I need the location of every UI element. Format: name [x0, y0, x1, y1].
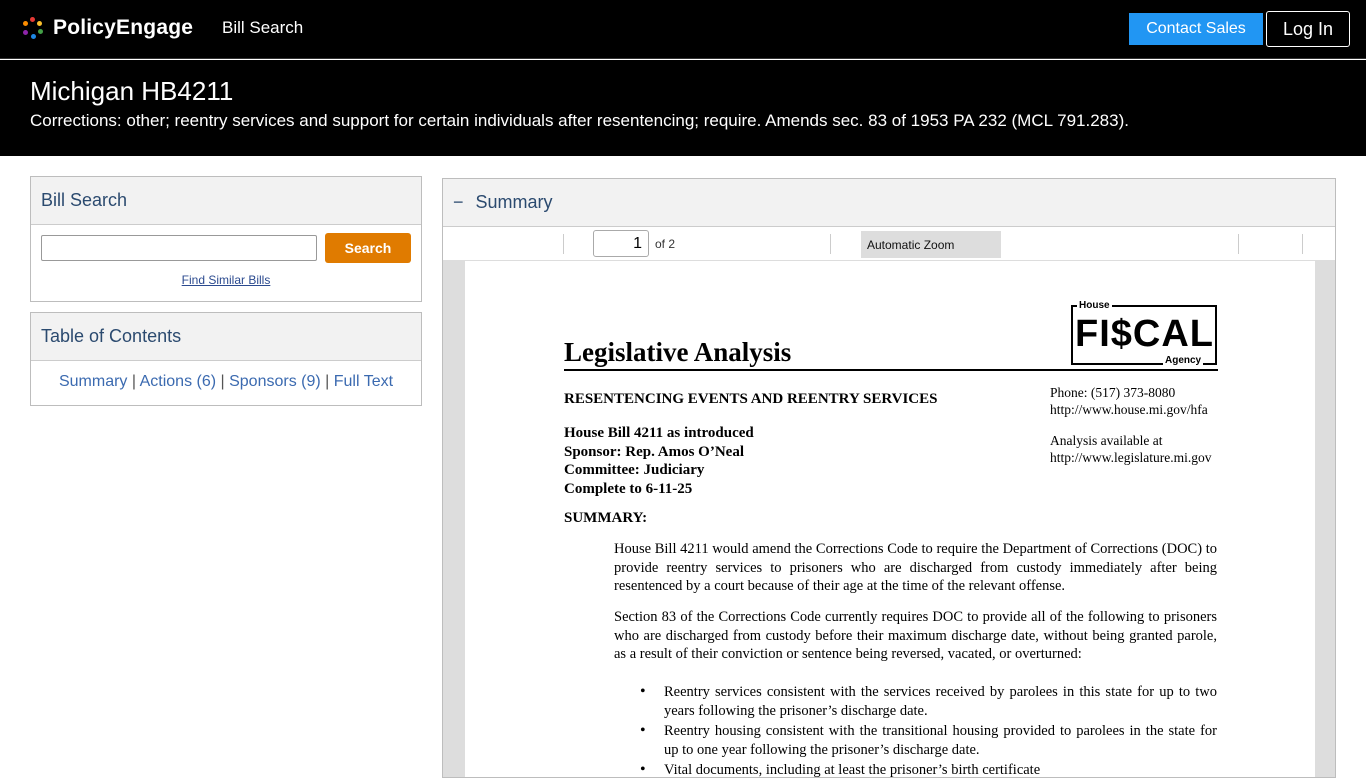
document-heading: RESENTENCING EVENTS AND REENTRY SERVICES	[564, 391, 938, 407]
brand-logo[interactable]	[22, 15, 193, 41]
toolbar-separator	[830, 234, 831, 254]
search-button[interactable]: Search	[325, 233, 411, 263]
collapse-icon[interactable]: −	[453, 192, 464, 212]
nav-link-bill-search[interactable]: Bill Search	[222, 18, 304, 37]
bill-info	[564, 424, 754, 498]
brand-name: PolicyEngage	[53, 16, 194, 39]
toc-link-actions[interactable]: Actions (6)	[139, 373, 217, 390]
toolbar-separator	[1302, 234, 1303, 254]
summary-panel-title: Summary	[475, 192, 553, 212]
toolbar-separator	[563, 234, 564, 254]
contact-info	[1050, 385, 1211, 466]
list-item: • Reentry housing consistent with the transitional housing provided to parolees in the state for up to one year following the prisoner’s discharge date.	[664, 722, 1217, 759]
page-number-input[interactable]	[593, 230, 649, 257]
list-item: • Vital documents, including at least the prisoner’s birth certificate	[664, 761, 1217, 778]
table-of-contents-panel	[30, 312, 422, 406]
find-similar-bills-link[interactable]: Find Similar Bills	[181, 273, 271, 287]
pdf-page	[465, 261, 1315, 778]
bill-info-line: Sponsor: Rep. Amos O’Neal	[564, 443, 745, 460]
summary-panel-header[interactable]	[443, 179, 1335, 227]
bill-info-line: Committee: Judiciary	[564, 462, 705, 478]
pdf-toolbar	[443, 228, 1335, 261]
logo-fiscal-text: FI$CAL	[1075, 313, 1214, 355]
toolbar-separator	[1238, 234, 1239, 254]
summary-panel	[442, 178, 1336, 778]
bill-description: Corrections: other; reentry services and support for certain individuals after resentencing; require. Amends sec. 83 of 1953 PA 232 (MCL 791.283).	[30, 111, 1129, 130]
toc-links	[31, 373, 421, 391]
logo-house-text: House	[1079, 300, 1110, 311]
toc-panel-title: Table of Contents	[31, 313, 421, 361]
summary-label: SUMMARY:	[564, 510, 648, 526]
page-count: of 2	[655, 237, 676, 251]
bill-search-panel-title: Bill Search	[31, 177, 421, 225]
bill-search-panel	[30, 176, 422, 302]
toc-link-sponsors[interactable]: Sponsors (9)	[229, 373, 321, 390]
phone-number: Phone: (517) 373-8080	[1050, 385, 1176, 400]
toc-link-summary[interactable]: Summary	[58, 373, 128, 390]
bill-search-input[interactable]	[41, 235, 317, 261]
list-item: • Reentry services consistent with the services received by parolees in this state for up to two years following the prisoner’s discharge date.	[664, 683, 1217, 720]
bill-header	[0, 60, 1366, 156]
toc-link-full-text[interactable]: Full Text	[333, 373, 394, 390]
legislature-url[interactable]: http://www.legislature.mi.gov	[1050, 449, 1212, 465]
summary-paragraph: House Bill 4211 would amend the Corrections Code to require the Department of Corrections (DOC) to provide reentry services to prisoners who are discharged from custody immediately after being resentenced by a court because of their age at the time of the relevant offense.	[614, 541, 1217, 594]
bill-info-line: Complete to 6-11-25	[564, 480, 693, 497]
logo-dots-icon	[22, 17, 44, 39]
summary-paragraph: Section 83 of the Corrections Code currently requires DOC to provide all of the following to prisoners who are discharged from custody before their maximum discharge date, without being granted parole, as a result of their conviction or sentence being reversed, vacated, or overturned:	[614, 609, 1217, 662]
logo-agency-text: Agency	[1165, 355, 1202, 366]
bill-info-line: House Bill 4211 as introduced	[564, 425, 754, 441]
zoom-select[interactable]: Automatic Zoom	[861, 231, 1001, 258]
toc-separator: |	[320, 373, 334, 390]
log-in-button[interactable]: Log In	[1266, 11, 1350, 47]
toc-separator: |	[127, 373, 140, 390]
hfa-url[interactable]: http://www.house.mi.gov/hfa	[1050, 401, 1208, 417]
pdf-viewer[interactable]	[443, 261, 1335, 778]
analysis-label: Analysis available at	[1050, 433, 1163, 448]
services-list	[664, 683, 1217, 778]
page-title: Michigan HB4211	[30, 76, 234, 106]
contact-sales-button[interactable]: Contact Sales	[1129, 13, 1263, 45]
toc-separator: |	[216, 373, 230, 390]
document-title: Legislative Analysis	[564, 337, 792, 367]
top-navbar	[0, 0, 1366, 59]
house-fiscal-agency-logo	[1069, 299, 1219, 371]
